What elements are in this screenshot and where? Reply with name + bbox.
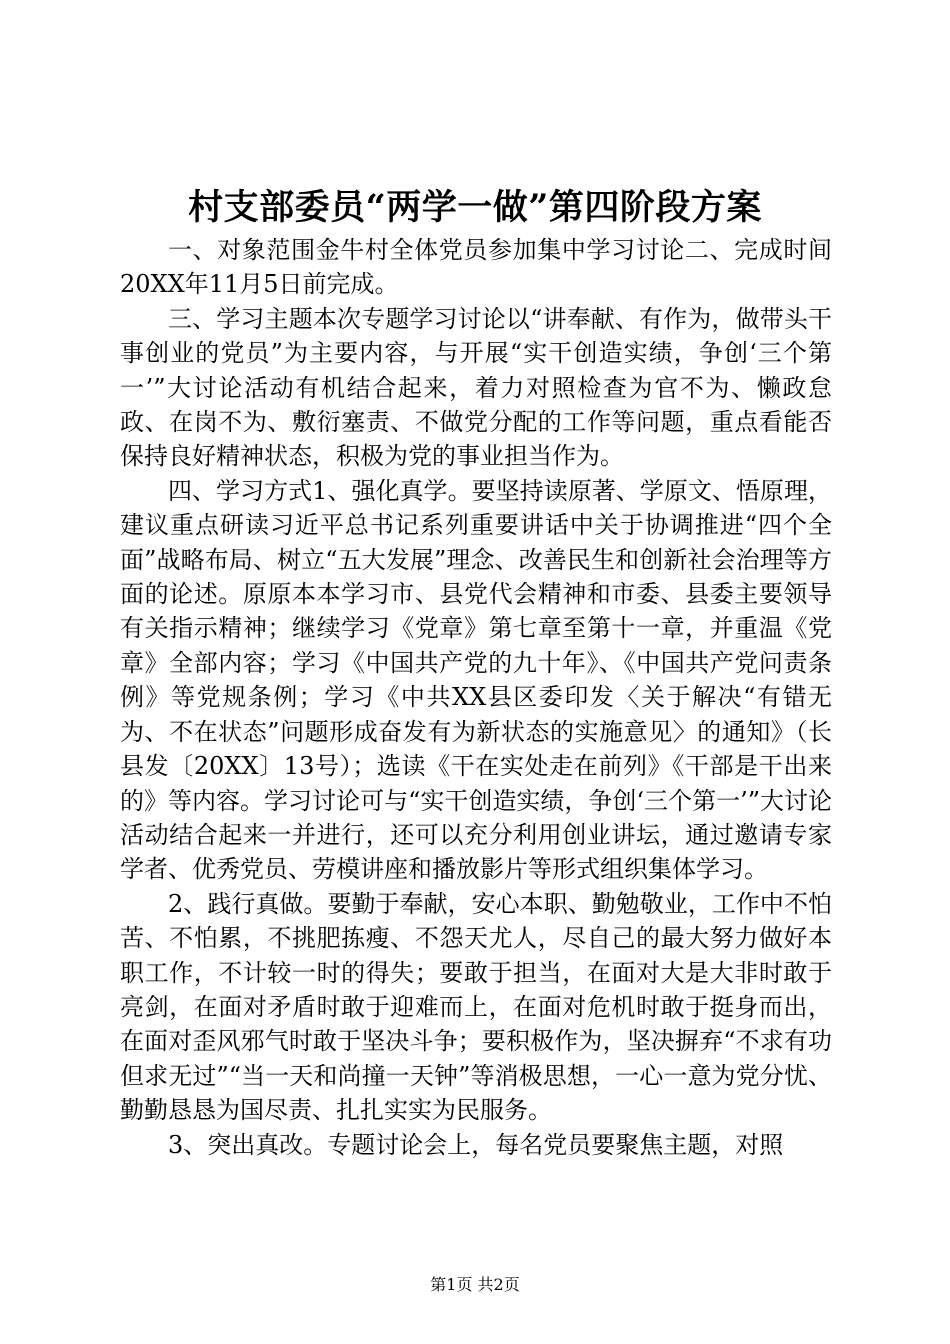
document-body — [120, 233, 832, 1162]
paragraph-study-method: 四、学习方式1、强化真学。要坚持读原著、学原文、悟原理，建议重点研读习近平总书记系列重要讲话中关于协调推进“四个全面”战略布局、树立“五大发展”理念、改善民生和创新社会治理等方面的论述。原原本本学习市、县党代会精神和市委、县委主要领导有关指示精神；继续学习《党章》第七章至第十一章，并重温《党章》全部内容；学习《中国共产党的九十年》、《中国共产党问责条例》等党规条例；学习《中共XX县区委印发〈关于解决“有错无为、不在状态”问题形成奋发有为新状态的实施意见〉的通知》（长县发〔20XX〕13号）；选读《干在实处走在前列》《干部是干出来的》等内容。学习讨论可与“实干创造实绩，争创‘三个第一’”大讨论活动结合起来一并进行，还可以充分利用创业讲坛，通过邀请专家学者、优秀党员、劳模讲座和播放影片等形式组织集体学习。 — [120, 476, 832, 884]
paragraph-study-theme: 三、学习主题本次专题学习讨论以“讲奉献、有作为，做带头干事创业的党员”为主要内容，与开展“实干创造实绩，争创‘三个第一’”大讨论活动有机结合起来，着力对照检查为官不为、懒政怠政、在岗不为、敷衍塞责、不做党分配的工作等问题，重点看能否保持良好精神状态，积极为党的事业担当作为。 — [120, 304, 832, 471]
paragraph-rectification: 3、突出真改。专题讨论会上，每名党员要聚焦主题，对照 — [168, 1130, 784, 1159]
document-title: 村支部委员“两学一做”第四阶段方案 — [188, 187, 762, 228]
paragraph-practice: 2、践行真做。要勤于奉献，安心本职、勤勉敬业，工作中不怕苦、不怕累，不挑肥拣瘦、不怨天尤人，尽自己的最大努力做好本职工作，不计较一时的得失；要敢于担当，在面对大是大非时敢于亮剑，在面对矛盾时敢于迎难而上，在面对危机时敢于挺身而出，在面对歪风邪气时敢于坚决斗争；要积极作为，坚决摒弃“不求有功但求无过”“当一天和尚撞一天钟”等消极思想，一心一意为党分忧、勤勤恳恳为国尽责、扎扎实实为民服务。 — [120, 889, 832, 1125]
paragraph-scope-and-time: 一、对象范围金牛村全体党员参加集中学习讨论二、完成时间20XX年11月5日前完成。 — [120, 236, 832, 299]
page-number: 第1页 共2页 — [430, 1275, 520, 1294]
